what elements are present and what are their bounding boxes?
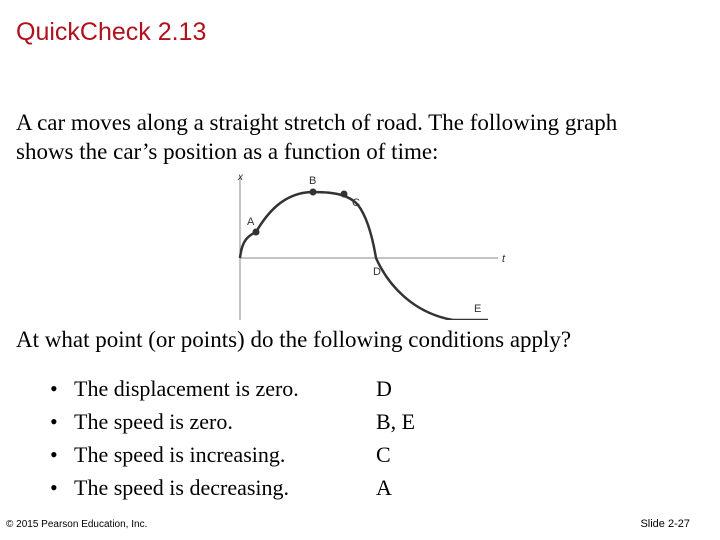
point-b-marker	[310, 189, 317, 196]
position-time-graph	[228, 170, 518, 320]
point-d-label: D	[373, 266, 381, 278]
bullet: •	[50, 376, 58, 401]
point-c-marker	[341, 191, 348, 198]
bullet: •	[50, 475, 58, 500]
answer-text: C	[376, 442, 391, 467]
condition-text: The speed is zero.	[74, 409, 233, 434]
condition-text: The speed is decreasing.	[74, 475, 290, 500]
point-c-label: C	[352, 197, 360, 209]
y-axis-label: x	[238, 172, 243, 183]
point-b-label: B	[309, 175, 317, 187]
answer-text: D	[376, 376, 392, 401]
point-e-label: E	[474, 303, 482, 315]
point-a-label: A	[247, 216, 255, 228]
intro-text: A car moves along a straight stretch of road. The following graph shows the car’s position as a function of time:	[16, 110, 618, 164]
condition-text: The displacement is zero.	[74, 376, 299, 401]
bullet: •	[50, 442, 58, 467]
condition-text: The speed is increasing.	[74, 442, 286, 467]
slide-title: QuickCheck 2.13	[16, 18, 207, 46]
question-text: At what point (or points) do the following conditions apply?	[16, 327, 572, 352]
answer-text: A	[376, 475, 392, 500]
copyright-footer: © 2015 Pearson Education, Inc.	[6, 519, 148, 530]
bullet: •	[50, 409, 58, 434]
point-a-marker	[253, 229, 260, 236]
x-axis-label: t	[502, 253, 506, 265]
slide-number: Slide 2-27	[640, 518, 690, 530]
answer-text: B, E	[376, 409, 416, 434]
position-curve	[240, 192, 488, 320]
